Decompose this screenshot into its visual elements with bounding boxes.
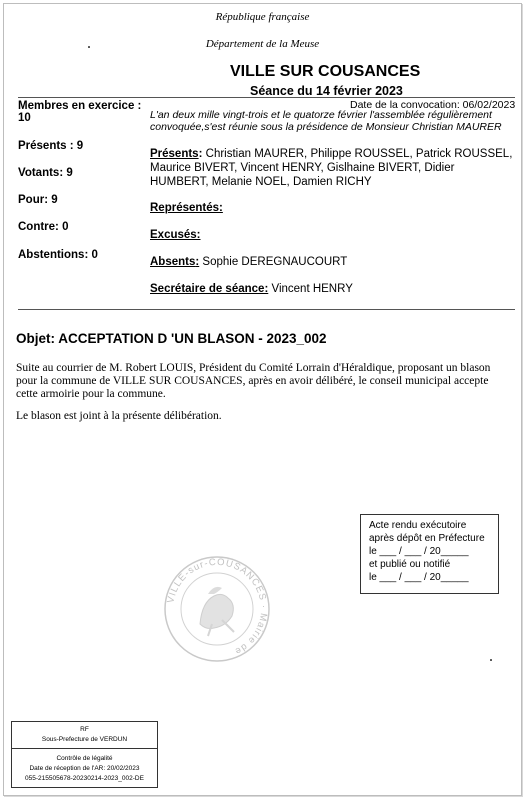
rf-line-3: Contrôle de légalité xyxy=(56,755,113,762)
absents-label: Absents xyxy=(150,256,196,268)
pour-count: Pour: 9 xyxy=(18,194,58,206)
secretaire-line xyxy=(150,283,353,295)
convocation-date: Date de la convocation: 06/02/2023 xyxy=(350,99,516,111)
presents-names: Christian MAURER, Philippe ROUSSEL, Patrick ROUSSEL, Maurice BIVERT, Vincent HENRY, Gislhaine BIVERT, Didier HUMBERT, Melanie NOEL, Damien RICHY xyxy=(150,148,513,188)
rf-line-5: 055-215505678-20230214-2023_002-DE xyxy=(25,775,144,782)
representes-label: Représentés: xyxy=(150,202,223,214)
speck xyxy=(490,659,492,661)
rf-separator xyxy=(12,748,157,749)
top-rule xyxy=(18,97,515,98)
acte-executoire-box xyxy=(360,514,499,594)
rf-legalite-box xyxy=(11,721,158,788)
preamble-text: L'an deux mille vingt-trois et le quatorze février l'assemblée régulièrement convoquée,s'est réunie sous la présidence de Monsieur Christian MAURER xyxy=(150,109,502,133)
presents-count: Présents : 9 xyxy=(18,140,84,152)
acte-line-4: et publié ou notifié xyxy=(369,559,451,570)
rf-line-2: Sous-Prefecture de VERDUN xyxy=(41,736,128,743)
absents-names: Sophie DEREGNAUCOURT xyxy=(202,256,348,268)
absents-line: Absents: Sophie DEREGNAUCOURT xyxy=(150,256,348,268)
presents-block: Présents: Christian MAURER, Philippe ROUSSEL, Patrick ROUSSEL, Maurice BIVERT, Vincent HENRY, Gislhaine BIVERT, Didier HUMBERT, Melanie NOEL, Damien RICHY xyxy=(150,148,513,188)
secretaire-label: Secrétaire de séance: xyxy=(150,283,269,295)
contre-count: Contre: 0 xyxy=(18,221,69,233)
departement-heading: Département de la Meuse xyxy=(205,38,320,50)
republique-heading: République française xyxy=(215,11,310,23)
town-title: VILLE SUR COUSANCES xyxy=(230,63,421,80)
objet-title: Objet: ACCEPTATION D 'UN BLASON - 2023_002 xyxy=(16,331,327,346)
presents-label: Présents xyxy=(150,148,199,160)
acte-line-3: le ___ / ___ / 20_____ xyxy=(369,546,469,557)
speck xyxy=(88,46,90,48)
membres-label: Membres en exercice : xyxy=(18,100,142,112)
bottom-rule xyxy=(18,309,515,310)
acte-line-2: après dépôt en Préfecture xyxy=(369,533,485,544)
votants-count: Votants: 9 xyxy=(18,167,73,179)
rf-line-1: RF xyxy=(80,726,89,733)
acte-line-1: Acte rendu exécutoire xyxy=(369,520,467,531)
rf-line-4: Date de réception de l'AR: 20/02/2023 xyxy=(29,765,140,772)
secretaire-name: Vincent HENRY xyxy=(271,283,353,295)
seance-date: Séance du 14 février 2023 xyxy=(250,84,403,98)
abstentions-count: Abstentions: 0 xyxy=(18,249,98,261)
excuses-label: Excusés: xyxy=(150,229,201,241)
mairie-stamp xyxy=(162,554,272,664)
stamp-text: VILLE-sur-COUSANCES · Mairie de xyxy=(165,556,270,657)
document-page xyxy=(3,3,522,796)
body-paragraph-2: Le blason est joint à la présente délibération. xyxy=(16,410,222,422)
membres-value: 10 xyxy=(18,112,31,124)
body-paragraph-1: Suite au courrier de M. Robert LOUIS, Président du Comité Lorrain d'Héraldique, proposant un blason pour la commune de VILLE SUR COUSANCES, après en avoir délibéré, le conseil municipal accepte cette armoirie pour la commune. xyxy=(16,362,491,400)
acte-line-5: le ___ / ___ / 20_____ xyxy=(369,572,469,583)
